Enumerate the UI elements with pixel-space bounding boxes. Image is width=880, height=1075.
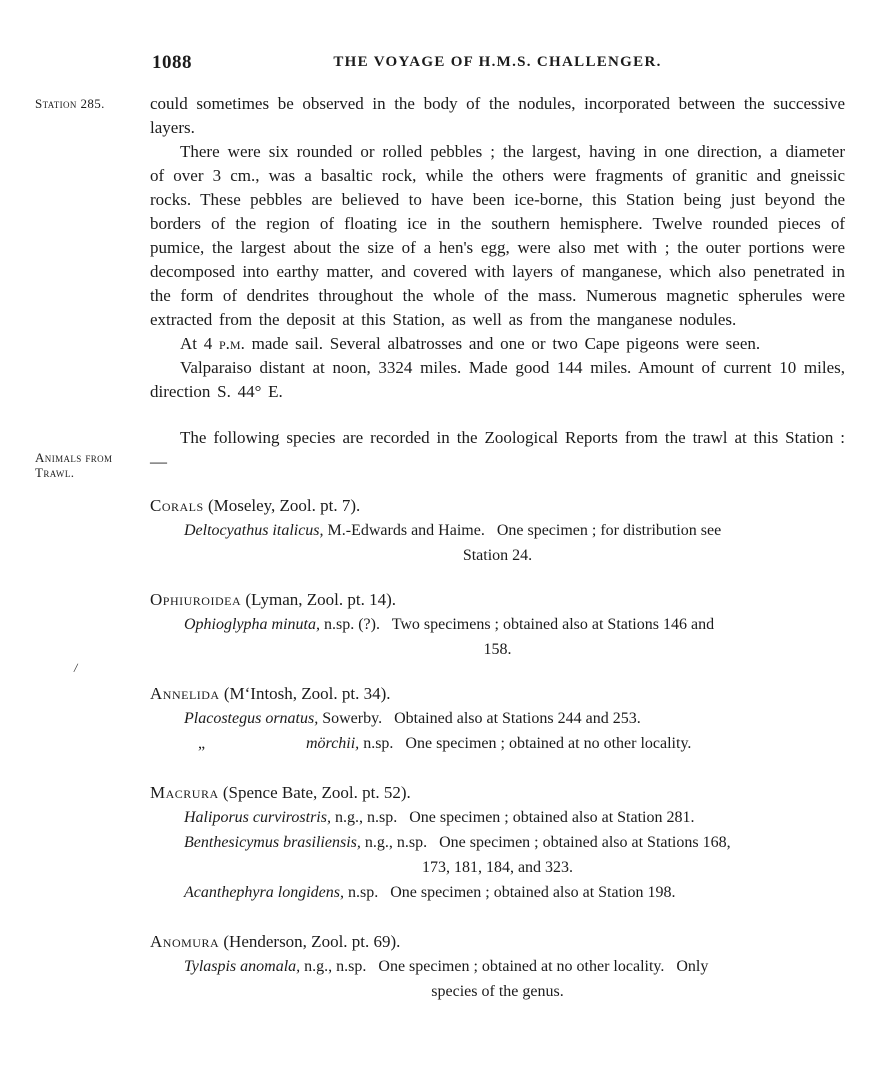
paragraph-made-sail: [150, 332, 845, 356]
running-title: THE VOYAGE OF H.M.S. CHALLENGER.: [333, 54, 662, 70]
text-column: [150, 92, 845, 1004]
paragraph-nodules: could sometimes be observed in the body of the nodules, incorporated between the successive layers.: [150, 94, 845, 137]
made-sail-pre: At 4: [180, 334, 219, 353]
species-entry-continuation: 158.: [483, 641, 512, 658]
species-name: Deltocyathus italicus,: [184, 522, 324, 539]
margin-note-animals-line1: Animals from: [35, 450, 113, 465]
section-anomura: [150, 930, 845, 1004]
species-entry: [150, 612, 845, 637]
group-name: Macrura: [150, 783, 219, 802]
margin-note-animals-from-trawl: [35, 450, 147, 480]
species-entry: [150, 830, 845, 855]
species-entry-continuation: 173, 181, 184, and 323.: [421, 859, 574, 876]
species-name: Acanthephyra longidens,: [184, 884, 344, 901]
species-entry-continuation: Station 24.: [462, 547, 533, 564]
paragraph-following-species: The following species are recorded in the Zoological Reports from the trawl at this Station :—: [150, 428, 845, 471]
section-corals: [150, 494, 845, 568]
species-entry-continuation: species of the genus.: [431, 983, 564, 1000]
species-name: mörchii,: [306, 735, 360, 752]
margin-note-animals-line2: Trawl.: [35, 465, 75, 480]
ditto-mark: „: [198, 735, 206, 752]
species-entry: [150, 731, 845, 756]
section-corals-header: [150, 494, 845, 518]
species-note: n.sp. One specimen ; obtained also at Station 198.: [343, 884, 676, 901]
paragraph-pebbles: There were six rounded or rolled pebbles ; the largest, having in one direction, a diameter of over 3 cm., was a basaltic rock, while the others were fragments of granitic and gneissic rocks. These pebbles are believed to have been ice-borne, this Station being just beyond the borders of the region of floating ice in the southern hemisphere. Twelve rounded pieces of pumice, the largest about the size of a hen's egg, were also met with ; the outer portions were decomposed into earthy matter, and covered with layers of manganese, which also penetrated in the form of dendrites throughout the whole of the mass. Numerous magnetic spherules were extracted from the deposit at this Station, as well as from the manganese nodules.: [150, 142, 845, 329]
species-name: Haliporus curvirostris,: [184, 809, 331, 826]
species-entry: [150, 518, 845, 543]
species-note: n.g., n.sp. One specimen ; obtained also at Stations 168,: [360, 834, 731, 851]
species-note: Sowerby. Obtained also at Stations 244 and 253.: [318, 710, 641, 727]
section-ophiuroidea: [150, 588, 845, 662]
species-entry: [150, 805, 845, 830]
group-name: Ophiuroidea: [150, 590, 242, 609]
group-name: Corals: [150, 496, 204, 515]
group-citation: (Henderson, Zool. pt. 69).: [219, 932, 401, 951]
group-citation: (Spence Bate, Zool. pt. 52).: [218, 783, 411, 802]
section-anomura-header: [150, 930, 845, 954]
species-name: Ophioglypha minuta,: [184, 616, 320, 633]
group-name: Annelida: [150, 684, 220, 703]
species-note: n.sp. One specimen ; obtained at no other locality.: [359, 735, 692, 752]
page-number: 1088: [152, 52, 192, 73]
margin-note-station: Station 285.: [35, 96, 105, 111]
group-citation: (Lyman, Zool. pt. 14).: [241, 590, 396, 609]
group-citation: (Moseley, Zool. pt. 7).: [203, 496, 361, 515]
section-annelida-header: [150, 682, 845, 706]
species-note: n.g., n.sp. One specimen ; obtained also at Station 281.: [330, 809, 695, 826]
section-macrura-header: [150, 781, 845, 805]
species-entry: [150, 954, 845, 979]
section-annelida: [150, 682, 845, 756]
group-citation: (M‘Intosh, Zool. pt. 34).: [219, 684, 391, 703]
species-note: n.g., n.sp. One specimen ; obtained at no other locality. Only: [300, 958, 709, 975]
section-ophiuroidea-header: [150, 588, 845, 612]
species-note: n.sp. (?). Two specimens ; obtained also at Stations 146 and: [320, 616, 715, 633]
section-macrura: [150, 781, 845, 905]
species-entry: [150, 880, 845, 905]
species-entry: [150, 706, 845, 731]
group-name: Anomura: [150, 932, 220, 951]
made-sail-post: made sail. Several albatrosses and one or two Cape pigeons were seen.: [244, 334, 761, 353]
species-note: M.-Edwards and Haime. One specimen ; for distribution see: [323, 522, 722, 539]
scan-stray-mark: /: [73, 659, 79, 676]
species-name: Benthesicymus brasiliensis,: [184, 834, 361, 851]
page-header: [150, 52, 845, 76]
made-sail-pm: p.m.: [219, 334, 245, 353]
species-name: Tylaspis anomala,: [184, 958, 301, 975]
species-name: Placostegus ornatus,: [184, 710, 319, 727]
paragraph-valparaiso: Valparaiso distant at noon, 3324 miles. Made good 144 miles. Amount of current 10 miles, direction S. 44° E.: [150, 358, 845, 401]
